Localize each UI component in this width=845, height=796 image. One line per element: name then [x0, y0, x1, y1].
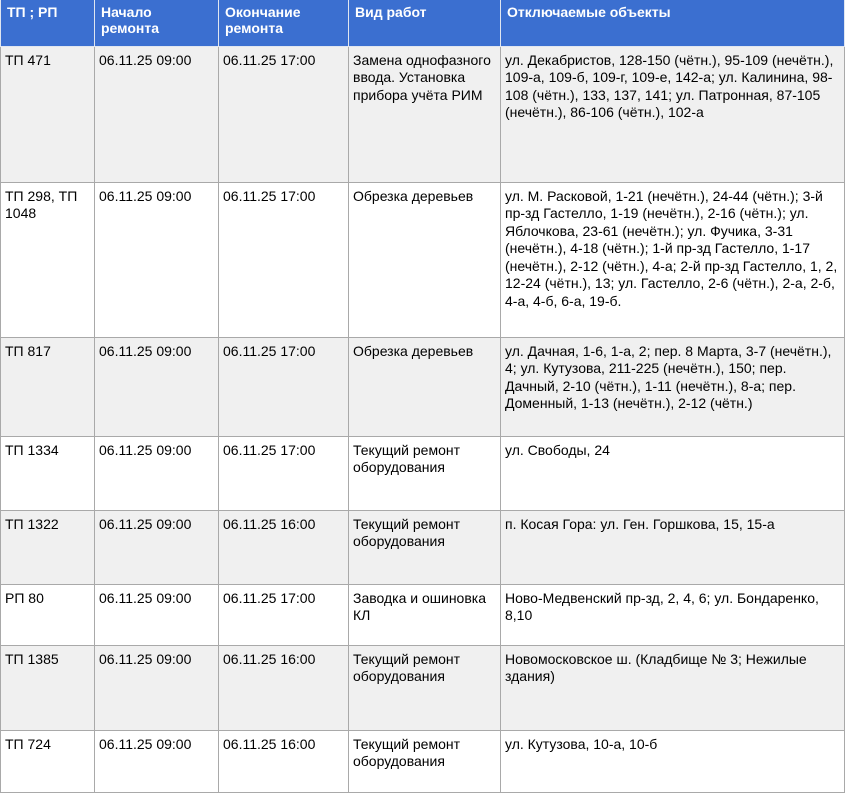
header-end: Окончание ремонта — [219, 0, 349, 46]
station-cell: ТП 724 — [1, 730, 95, 792]
work-type-cell: Текущий ремонт оборудования — [349, 436, 501, 510]
station-cell: ТП 1322 — [1, 510, 95, 584]
start-cell: 06.11.25 09:00 — [95, 182, 219, 337]
end-cell: 06.11.25 17:00 — [219, 337, 349, 436]
work-type-cell: Текущий ремонт оборудования — [349, 730, 501, 792]
table-row — [1, 436, 845, 510]
objects-cell: ул. М. Расковой, 1-21 (нечётн.), 24-44 (чётн.); 3-й пр-зд Гастелло, 1-19 (нечётн.), 2-16 (чётн.); ул. Яблочкова, 23-61 (нечётн.); ул. Фучика, 3-31 (нечётн.), 4-18 (чётн.); 1-й пр-зд Гастелло, 1-17 (нечётн.), 2-12 (чётн.), 4-а; 2-й пр-зд Гастелло, 1, 2, 12-24 (чётн.), 13; ул. Гастелло, 2-6 (чётн.), 2-а, 2-б, 4-а, 4-б, 6-а, 19-б. — [501, 182, 845, 337]
table-row — [1, 182, 845, 337]
station-cell: ТП 298, ТП 1048 — [1, 182, 95, 337]
objects-cell: Новомосковское ш. (Кладбище № 3; Нежилые здания) — [501, 645, 845, 730]
start-cell: 06.11.25 09:00 — [95, 645, 219, 730]
objects-cell: п. Косая Гора: ул. Ген. Горшкова, 15, 15-а — [501, 510, 845, 584]
station-cell: ТП 471 — [1, 46, 95, 182]
objects-cell: Ново-Медвенский пр-зд, 2, 4, 6; ул. Бондаренко, 8,10 — [501, 584, 845, 645]
work-type-cell: Заводка и ошиновка КЛ — [349, 584, 501, 645]
end-cell: 06.11.25 17:00 — [219, 182, 349, 337]
table-row — [1, 645, 845, 730]
end-cell: 06.11.25 16:00 — [219, 510, 349, 584]
header-station: ТП ; РП — [1, 0, 95, 46]
objects-cell: ул. Дачная, 1-6, 1-а, 2; пер. 8 Марта, 3-7 (нечётн.), 4; ул. Кутузова, 211-225 (нечётн.), 150; пер. Дачный, 2-10 (чётн.), 1-11 (нечётн.), 8-а; пер. Доменный, 1-13 (нечётн.), 2-12 (чётн.) — [501, 337, 845, 436]
station-cell: РП 80 — [1, 584, 95, 645]
end-cell: 06.11.25 17:00 — [219, 46, 349, 182]
header-objects: Отключаемые объекты — [501, 0, 845, 46]
objects-cell: ул. Свободы, 24 — [501, 436, 845, 510]
table-row — [1, 584, 845, 645]
header-row — [1, 0, 845, 46]
end-cell: 06.11.25 17:00 — [219, 584, 349, 645]
end-cell: 06.11.25 16:00 — [219, 645, 349, 730]
start-cell: 06.11.25 09:00 — [95, 510, 219, 584]
objects-cell: ул. Декабристов, 128-150 (чётн.), 95-109 (нечётн.), 109-а, 109-б, 109-г, 109-е, 142-а; ул. Калинина, 98-108 (чётн.), 133, 137, 141; ул. Патронная, 87-105 (нечётн.), 86-106 (чётн.), 102-а — [501, 46, 845, 182]
station-cell: ТП 1385 — [1, 645, 95, 730]
start-cell: 06.11.25 09:00 — [95, 584, 219, 645]
objects-cell: ул. Кутузова, 10-а, 10-б — [501, 730, 845, 792]
work-type-cell: Замена однофазного ввода. Установка прибора учёта РИМ — [349, 46, 501, 182]
header-work-type: Вид работ — [349, 0, 501, 46]
start-cell: 06.11.25 09:00 — [95, 337, 219, 436]
work-type-cell: Обрезка деревьев — [349, 182, 501, 337]
table-row — [1, 337, 845, 436]
station-cell: ТП 1334 — [1, 436, 95, 510]
table-row — [1, 510, 845, 584]
table-row — [1, 730, 845, 792]
work-type-cell: Текущий ремонт оборудования — [349, 645, 501, 730]
start-cell: 06.11.25 09:00 — [95, 436, 219, 510]
station-cell: ТП 817 — [1, 337, 95, 436]
end-cell: 06.11.25 16:00 — [219, 730, 349, 792]
end-cell: 06.11.25 17:00 — [219, 436, 349, 510]
start-cell: 06.11.25 09:00 — [95, 46, 219, 182]
table-row — [1, 46, 845, 182]
header-start: Начало ремонта — [95, 0, 219, 46]
start-cell: 06.11.25 09:00 — [95, 730, 219, 792]
work-type-cell: Обрезка деревьев — [349, 337, 501, 436]
work-type-cell: Текущий ремонт оборудования — [349, 510, 501, 584]
